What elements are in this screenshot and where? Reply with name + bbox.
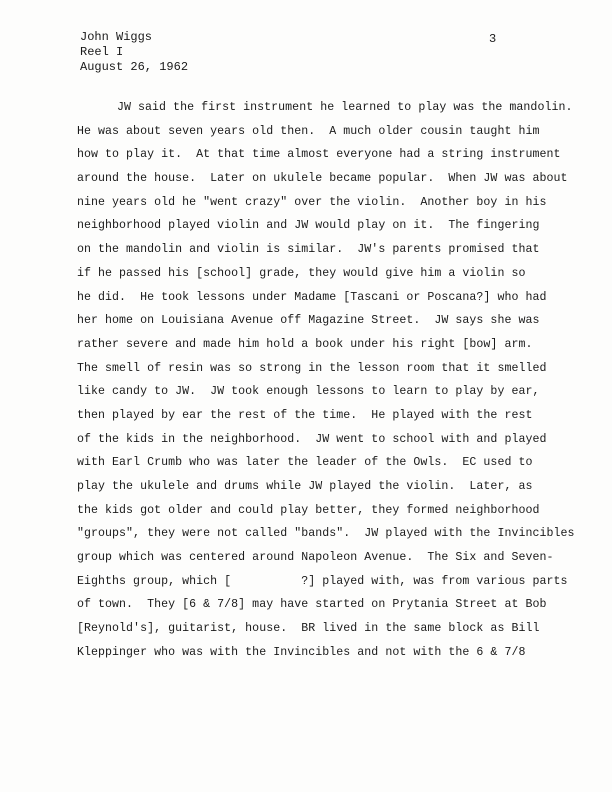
text-line: he did. He took lessons under Madame [Tascani or Poscana?] who had bbox=[77, 290, 547, 304]
text-line: on the mandolin and violin is similar. JW's parents promised that bbox=[77, 243, 540, 257]
text-line: [Reynold's], guitarist, house. BR lived in the same block as Bill bbox=[77, 622, 540, 636]
text-line: of the kids in the neighborhood. JW went to school with and played bbox=[77, 432, 547, 446]
text-line: He was about seven years old then. A much older cousin taught him bbox=[77, 124, 540, 138]
text-line: around the house. Later on ukulele became popular. When JW was about bbox=[77, 172, 568, 186]
text-line: The smell of resin was so strong in the lesson room that it smelled bbox=[77, 361, 547, 375]
text-line: Eighths group, which [ ?] played with, was from various parts bbox=[77, 574, 568, 588]
text-line: nine years old he "went crazy" over the violin. Another boy in his bbox=[77, 195, 547, 209]
text-line: like candy to JW. JW took enough lessons to learn to play by ear, bbox=[77, 385, 540, 399]
text-line: neighborhood played violin and JW would play on it. The fingering bbox=[77, 219, 540, 233]
text-line: how to play it. At that time almost everyone had a string instrument bbox=[77, 148, 561, 162]
text-line: JW said the first instrument he learned to play was the mandolin. bbox=[117, 101, 573, 114]
text-line: group which was centered around Napoleon Avenue. The Six and Seven- bbox=[77, 551, 554, 565]
text-line: Kleppinger who was with the Invincibles and not with the 6 & 7/8 bbox=[77, 645, 526, 659]
document-header bbox=[80, 30, 188, 75]
text-line: "groups", they were not called "bands". JW played with the Invincibles bbox=[77, 527, 575, 541]
transcript-body bbox=[77, 96, 602, 665]
reel-label: Reel I bbox=[80, 45, 124, 59]
text-line: her home on Louisiana Avenue off Magazine Street. JW says she was bbox=[77, 314, 540, 328]
text-line: the kids got older and could play better, they formed neighborhood bbox=[77, 503, 540, 517]
page-number: 3 bbox=[489, 32, 497, 46]
text-line: if he passed his [school] grade, they would give him a violin so bbox=[77, 266, 526, 280]
text-line: of town. They [6 & 7/8] may have started on Prytania Street at Bob bbox=[77, 598, 547, 612]
text-line: with Earl Crumb who was later the leader of the Owls. EC used to bbox=[77, 456, 533, 470]
text-line: then played by ear the rest of the time. He played with the rest bbox=[77, 408, 533, 422]
interviewee-name: John Wiggs bbox=[80, 30, 153, 44]
text-line: rather severe and made him hold a book under his right [bow] arm. bbox=[77, 337, 533, 351]
text-line: play the ukulele and drums while JW played the violin. Later, as bbox=[77, 480, 533, 493]
interview-date: August 26, 1962 bbox=[80, 60, 189, 74]
